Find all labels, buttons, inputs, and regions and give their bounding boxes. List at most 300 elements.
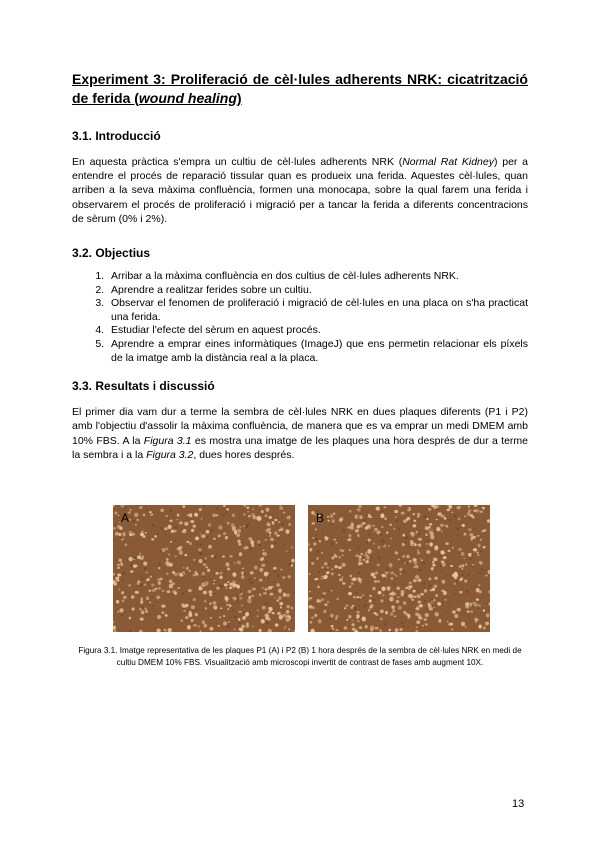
cell-blob [227,522,230,525]
cell-blob [431,601,433,603]
cell-blob [266,618,268,620]
cell-blob [395,516,397,518]
cell-blob [312,537,314,539]
cell-shadow [175,526,177,528]
cell-blob [151,583,154,586]
cell-shadow [209,542,211,544]
cell-shadow [430,630,432,632]
cell-blob [274,531,278,535]
cell-shadow [366,553,368,555]
cell-shadow [483,569,485,571]
cell-blob [276,583,280,587]
cell-shadow [364,604,367,607]
cell-blob [239,628,243,631]
cell-blob [225,537,228,539]
cell-shadow [398,528,400,530]
cell-blob [470,611,473,613]
cell-blob [472,536,476,539]
cell-blob [286,605,290,608]
cell-blob [262,587,264,589]
cell-blob [199,559,203,563]
cell-blob [344,626,348,629]
cell-blob [114,582,117,585]
list-item: 5. Aprendre a emprar eines informàtiques (ImageJ) que ens permetin relacionar els píxels de la imatge amb la distància real a la placa. [107,338,528,365]
cell-blob [202,620,205,624]
cell-blob [164,629,166,631]
cell-shadow [215,555,216,556]
cell-blob [119,527,122,530]
cell-blob [436,519,438,521]
cell-blob [332,628,334,630]
cell-blob [369,595,372,597]
cell-shadow [331,571,332,572]
cell-shadow [471,544,472,545]
cell-blob [363,559,365,561]
cell-blob [438,620,441,623]
cell-shadow [366,541,369,544]
cell-blob [479,561,482,563]
cell-blob [425,623,427,625]
cell-blob [484,529,487,532]
cell-blob [326,572,329,575]
cell-shadow [471,554,473,556]
cell-blob [119,559,122,561]
cell-blob [280,527,284,531]
cell-blob [117,563,120,566]
cell-shadow [447,541,448,542]
cell-blob [311,511,315,515]
cell-blob [448,550,451,553]
cell-shadow [182,573,184,575]
cell-blob [269,516,272,519]
cell-blob [377,563,380,566]
cell-blob [476,552,478,554]
cell-blob [184,554,187,556]
cell-blob [283,593,287,597]
cell-shadow [249,578,251,580]
cell-shadow [118,582,119,583]
cell-blob [417,614,421,618]
cell-shadow [216,507,219,510]
cell-blob [443,591,447,595]
cell-blob [309,591,311,593]
cell-blob [428,508,431,511]
cell-shadow [215,589,216,590]
cell-shadow [405,537,408,540]
cell-blob [359,515,363,519]
cell-shadow [123,572,126,575]
cell-blob [241,605,243,606]
cell-blob [262,606,266,610]
cell-blob [338,566,342,569]
cell-shadow [442,602,443,603]
cell-blob [379,592,382,594]
cell-shadow [430,529,432,531]
cell-blob [412,590,415,593]
cell-blob [165,614,168,617]
cell-blob [435,594,437,597]
cell-blob [141,610,145,614]
cell-shadow [141,578,143,580]
cell-blob [117,567,120,569]
cell-blob [218,525,222,529]
cell-blob [338,574,340,576]
cell-blob [376,506,380,510]
cell-blob [359,562,363,565]
cell-blob [314,578,317,580]
cell-shadow [144,567,146,569]
cell-shadow [233,603,235,605]
cell-blob [355,529,359,533]
cell-shadow [146,614,147,615]
cell-blob [459,591,463,594]
cell-blob [120,562,123,566]
panel-label-a: A [121,511,130,525]
cell-shadow [245,525,248,528]
cell-blob [274,597,276,599]
cell-blob [168,554,170,556]
cell-shadow [379,533,382,536]
cell-blob [279,602,283,605]
cell-shadow [329,617,332,620]
cell-blob [394,574,396,576]
cell-shadow [161,527,163,529]
cell-shadow [234,615,237,618]
cell-blob [452,547,454,549]
cell-blob [186,541,189,543]
cell-shadow [481,508,484,511]
cell-blob [162,590,165,592]
cell-blob [476,598,479,601]
cell-blob [271,521,274,524]
cell-blob [182,604,186,608]
cell-blob [179,521,183,524]
cell-shadow [480,568,481,569]
cell-blob [242,616,246,620]
cell-shadow [226,625,228,627]
cell-blob [141,531,143,533]
cell-shadow [121,579,123,581]
cell-blob [475,621,477,623]
cell-shadow [457,534,459,536]
cell-shadow [402,583,404,585]
cell-blob [360,553,363,555]
cell-blob [166,558,169,561]
cell-blob [252,508,254,510]
cell-blob [370,626,374,631]
cell-blob [398,558,400,560]
cell-shadow [453,532,455,534]
cell-blob [265,614,269,618]
cell-shadow [318,571,320,573]
cell-blob [434,545,438,550]
cell-blob [278,589,282,593]
cell-shadow [140,575,142,577]
cell-shadow [149,614,151,616]
cell-blob [380,599,383,602]
cell-blob [464,533,467,536]
cell-shadow [160,550,162,552]
cell-blob [380,514,384,518]
cell-shadow [210,529,213,532]
micrograph-image [308,505,490,632]
cell-blob [428,577,431,580]
cell-shadow [210,578,212,580]
cell-shadow [474,527,476,529]
cell-blob [418,544,422,547]
cell-shadow [265,602,268,605]
cell-blob [399,628,402,630]
cell-blob [160,578,163,581]
cell-shadow [266,621,269,624]
cell-blob [308,605,312,608]
cell-shadow [424,600,426,602]
results-heading: 3.3. Resultats i discussió [72,379,215,394]
cell-blob [193,598,196,601]
cell-blob [353,596,356,599]
cell-blob [274,519,277,521]
cell-blob [389,598,392,600]
cell-blob [161,605,165,608]
objectives-list [72,270,528,365]
cell-shadow [132,529,134,531]
cell-blob [156,596,160,600]
page-number: 13 [512,798,525,810]
cell-shadow [388,536,389,537]
cell-shadow [145,587,146,588]
cell-blob [478,625,481,629]
objectives-heading: 3.2. Objectius [72,246,151,261]
cell-shadow [228,626,230,628]
cell-blob [413,566,415,568]
cell-blob [441,530,443,532]
cell-shadow [281,523,283,525]
cell-blob [483,609,485,612]
cell-blob [113,527,116,530]
cell-blob [219,576,222,580]
cell-blob [226,508,229,510]
cell-blob [317,586,319,589]
cell-blob [207,570,210,572]
cell-blob [396,586,399,590]
cell-blob [350,606,353,609]
cell-blob [162,548,166,552]
cell-blob [478,584,480,586]
cell-blob [407,585,411,590]
cell-shadow [208,594,209,595]
cell-blob [171,582,175,585]
cell-blob [261,620,263,622]
cell-shadow [218,549,220,551]
cell-blob [384,517,386,519]
cell-blob [117,611,119,613]
cell-blob [331,519,335,523]
cell-blob [193,524,197,527]
cell-shadow [287,550,290,553]
cell-shadow [203,505,205,507]
cell-blob [359,582,362,584]
cell-blob [123,596,126,599]
cell-blob [310,597,312,599]
cell-blob [324,536,327,539]
cell-shadow [244,573,246,575]
cell-blob [191,529,194,532]
cell-blob [415,575,419,579]
cell-blob [164,527,168,530]
cell-blob [413,596,416,599]
cell-blob [368,609,370,612]
cell-blob [425,533,427,536]
figure-reference: Figura 3.1 [143,434,192,447]
cell-shadow [124,507,126,509]
cell-blob [334,565,338,568]
cell-shadow [473,562,474,563]
cell-blob [154,535,157,538]
cell-blob [117,515,119,516]
cell-blob [252,625,254,627]
cell-blob [428,603,431,606]
title-italic-text: wound healing [138,90,237,106]
cell-shadow [118,561,121,564]
cell-blob [450,565,453,567]
list-item: 1. Arribar a la màxima confluència en dos cultius de cèl·lules adherents NRK. [107,270,528,284]
cell-blob [389,523,392,526]
cell-shadow [232,562,235,565]
cell-blob [216,587,220,590]
cell-blob [264,588,267,591]
cell-blob [175,556,177,558]
cell-blob [312,522,315,525]
cell-blob [381,586,385,591]
cell-blob [149,602,151,604]
cell-blob [462,524,465,527]
cell-shadow [329,515,331,517]
cell-blob [436,527,440,532]
cell-blob [190,520,194,523]
cell-blob [232,572,236,577]
cell-blob [349,574,352,577]
cell-blob [359,556,361,559]
cell-shadow [139,585,140,586]
cell-shadow [204,583,206,585]
cell-shadow [433,507,434,508]
cell-blob [400,593,404,597]
cell-blob [263,592,267,595]
cell-blob [200,533,202,534]
cell-blob [479,510,483,513]
cell-blob [418,601,422,604]
cell-shadow [327,590,329,592]
cell-blob [242,568,244,569]
cell-blob [243,525,245,527]
cell-blob [187,514,190,516]
cell-blob [133,564,137,567]
cell-blob [338,556,340,558]
cell-blob [417,551,420,554]
cell-shadow [158,563,161,566]
cell-shadow [282,505,283,506]
cell-blob [334,555,338,558]
cell-blob [418,579,422,582]
cell-blob [276,624,279,627]
cell-blob [118,588,120,590]
cell-blob [170,541,172,543]
cell-blob [238,611,242,614]
cell-blob [480,539,482,541]
cell-blob [278,596,282,600]
cell-blob [177,514,180,517]
cell-blob [319,600,322,603]
cell-blob [414,561,418,565]
cell-shadow [169,519,170,520]
cell-blob [486,613,490,617]
cell-shadow [204,554,206,556]
cell-blob [218,625,221,627]
cell-blob [257,540,260,543]
cell-shadow [163,532,164,533]
cell-blob [135,524,137,526]
cell-shadow [363,520,365,522]
cell-shadow [363,552,365,554]
cell-shadow [357,598,359,600]
cell-blob [140,617,144,620]
cell-shadow [384,623,387,626]
cell-blob [351,623,354,626]
cell-shadow [454,515,457,518]
cell-blob [432,564,435,567]
cell-blob [167,590,171,593]
cell-shadow [259,565,260,566]
cell-blob [220,572,223,575]
cell-blob [158,581,161,585]
cell-blob [284,627,286,629]
cell-blob [273,567,277,570]
cell-blob [321,576,323,578]
cell-blob [357,508,361,511]
intro-heading: 3.1. Introducció [72,129,161,143]
cell-shadow [289,552,290,553]
cell-blob [171,530,174,533]
cell-blob [270,538,274,541]
cell-blob [291,559,294,563]
cell-blob [280,606,282,608]
cell-blob [444,599,446,601]
cell-blob [238,543,241,546]
micrograph-panel-b [308,505,490,632]
cell-blob [368,538,371,541]
cell-shadow [348,620,350,622]
cell-shadow [132,520,135,523]
cell-shadow [258,617,260,619]
cell-blob [415,608,418,610]
cell-shadow [477,606,480,609]
cell-shadow [223,514,225,516]
cell-blob [227,568,230,571]
cell-blob [269,531,271,534]
figure-caption: Figura 3.1. Imatge representativa de les plaques P1 (A) i P2 (B) 1 hora després de la sembra de cèl·lules NRK en medi de cultiu DMEM 10% FBS. Visualització amb microscopi invertit de contrast de fases amb augment 10X. [78,646,522,667]
cell-blob [150,513,153,515]
cell-blob [319,540,321,542]
cell-blob [351,579,354,581]
cell-blob [193,559,195,561]
cell-shadow [218,535,219,536]
cell-blob [241,571,244,574]
cell-blob [350,526,354,530]
cell-blob [285,626,287,627]
cell-blob [116,600,119,604]
cell-blob [237,560,241,564]
cell-blob [373,543,375,545]
